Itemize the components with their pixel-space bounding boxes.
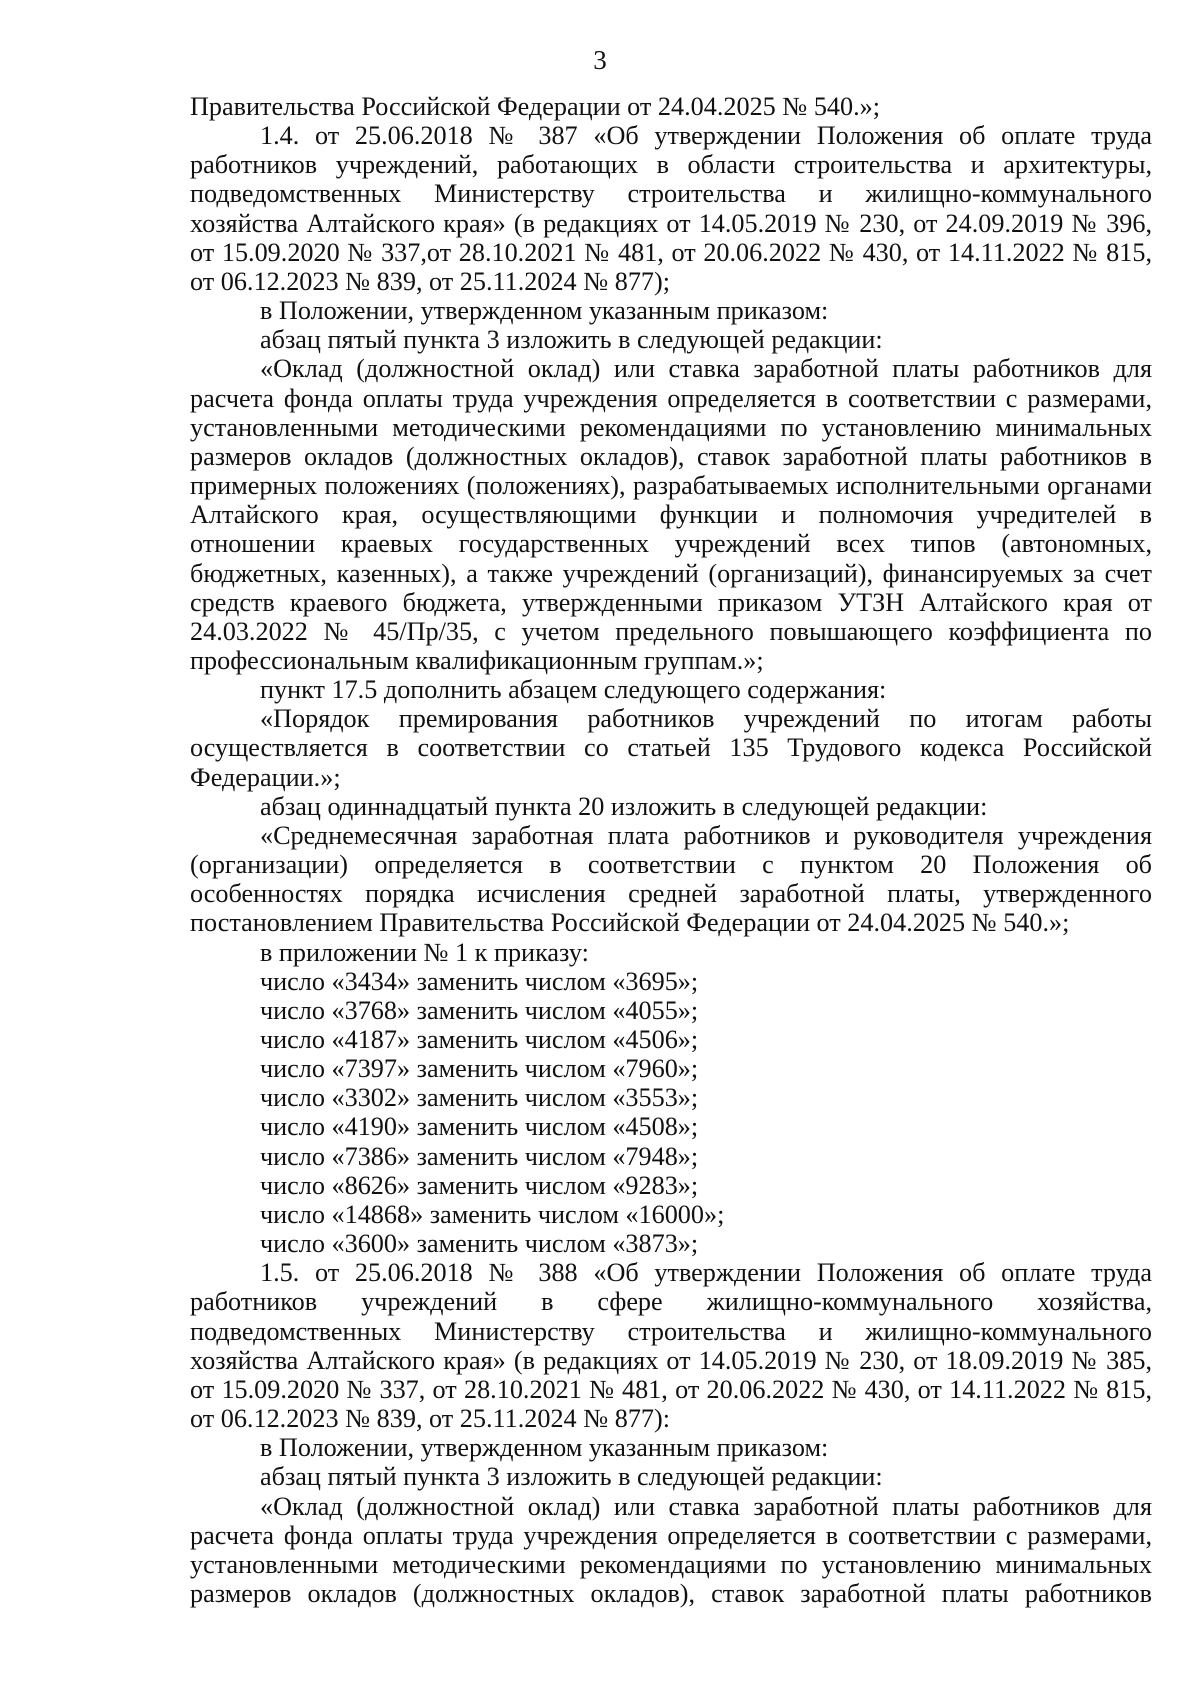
replacement-line: число «3600» заменить числом «3873»; <box>260 1229 699 1259</box>
paragraph: в приложении № 1 к приказу: <box>260 937 589 967</box>
paragraph: абзац одиннадцатый пункта 20 изложить в следующей редакции: <box>260 791 988 821</box>
replacement-line: число «3302» заменить числом «3553»; <box>260 1083 699 1113</box>
paragraph: абзац пятый пункта 3 изложить в следующей редакции: <box>260 325 883 355</box>
replacement-line: число «7386» заменить числом «7948»; <box>260 1141 699 1171</box>
replacement-line: число «4190» заменить числом «4508»; <box>260 1112 699 1142</box>
paragraph: абзац пятый пункта 3 изложить в следующей редакции: <box>260 1462 883 1492</box>
quoted-paragraph: «Среднемесячная заработная плата работников и руководителя учреждения (организации) определяется в соответствии с пунктом 20 Положения об особенностях порядка исчисления средней заработной платы, утвержденного постановлением Правительства Российской Федерации от 24.04.2025 № 540.»; <box>190 820 1152 938</box>
item-1-4: 1.4. от 25.06.2018 № 387 «Об утверждении Положения об оплате труда работников учреждений, работающих в области строительства и архитектуры, подведомственных Министерству строительства и жилищно-коммунального хозяйства Алтайского края» (в редакциях от 14.05.2019 № 230, от 24.09.2019 № 396, от 15.09.2020 № 337,от 28.10.2021 № 481, от 20.06.2022 № 430, от 14.11.2022 № 815, от 06.12.2023 № 839, от 25.11.2024 № 877); <box>190 121 1152 296</box>
page-number: 3 <box>593 45 607 75</box>
paragraph: пункт 17.5 дополнить абзацем следующего содержания: <box>260 675 887 705</box>
replacement-line: число «3768» заменить числом «4055»; <box>260 995 699 1025</box>
paragraph-continuation: Правительства Российской Федерации от 24.04.2025 № 540.»; <box>190 92 881 121</box>
item-1-5: 1.5. от 25.06.2018 № 388 «Об утверждении Положения об оплате труда работников учреждений в сфере жилищно-коммунального хозяйства, подведомственных Министерству строительства и жилищно-коммунального хозяйства Алтайского края» (в редакциях от 14.05.2019 № 230, от 18.09.2019 № 385, от 15.09.2020 № 337, от 28.10.2021 № 481, от 20.06.2022 № 430, от 14.11.2022 № 815, от 06.12.2023 № 839, от 25.11.2024 № 877): <box>190 1258 1152 1434</box>
paragraph: в Положении, утвержденном указанным приказом: <box>260 296 829 326</box>
paragraph: в Положении, утвержденном указанным приказом: <box>260 1433 829 1463</box>
replacement-line: число «4187» заменить числом «4506»; <box>260 1025 699 1054</box>
document-body <box>190 92 1152 1608</box>
replacement-line: число «7397» заменить числом «7960»; <box>260 1054 699 1084</box>
replacement-line: число «8626» заменить числом «9283»; <box>260 1170 699 1200</box>
replacement-line: число «3434» заменить числом «3695»; <box>260 966 699 996</box>
quoted-paragraph: «Оклад (должностной оклад) или ставка заработной платы работников для расчета фонда оплаты труда учреждения определяется в соответствии с размерами, установленными методическими рекомендациями по установлению минимальных размеров окладов (должностных окладов), ставок заработной платы работников в примерных положениях (положениях), разрабатываемых исполнительными органами Алтайского края, осуществляющими функции и полномочия учредителей в отношении краевых государственных учреждений всех типов (автономных, бюджетных, казенных), а также учреждений (организаций), финансируемых за счет средств краевого бюджета, утвержденными приказом УТЗН Алтайского края от 24.03.2022 № 45/Пр/35, с учетом предельного повышающего коэффициента по профессиональным квалификационным группам.»; <box>190 354 1152 675</box>
replacement-line: число «14868» заменить числом «16000»; <box>260 1199 725 1229</box>
quoted-paragraph: «Оклад (должностной оклад) или ставка заработной платы работников для расчета фонда оплаты труда учреждения определяется в соответствии с размерами, установленными методическими рекомендациями по установлению минимальных размеров окладов (должностных окладов), ставок заработной платы работников <box>190 1491 1152 1608</box>
quoted-paragraph: «Порядок премирования работников учреждений по итогам работы осуществляется в соответствии со статьей 135 Трудового кодекса Российской Федерации.»; <box>190 704 1152 792</box>
